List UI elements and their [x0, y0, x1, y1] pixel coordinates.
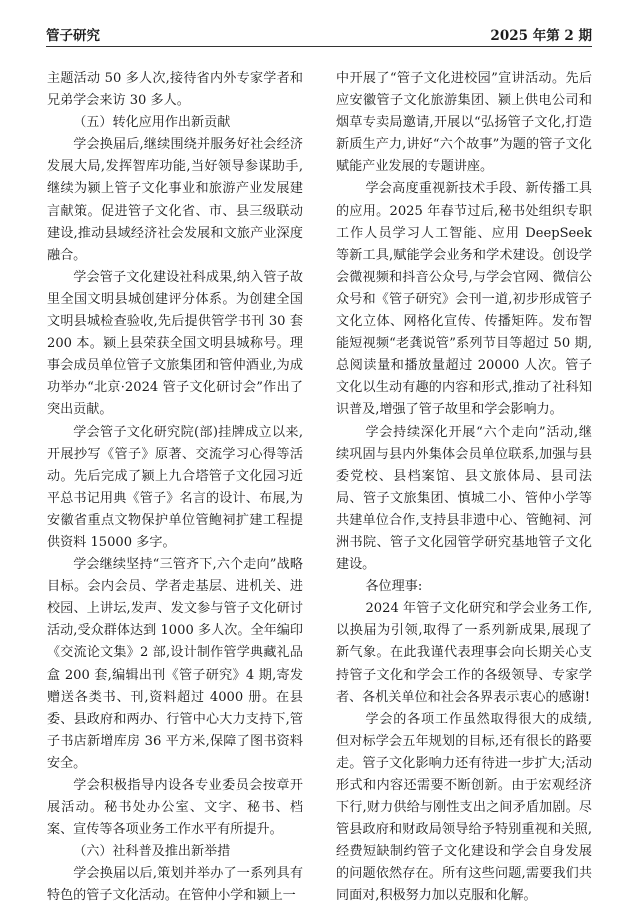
section-heading-5: （五）转化应用作出新贡献 [73, 115, 231, 131]
paragraph: 学会管子文化建设社科成果,纳入管子故里全国文明县城创建评分体系。为创建全国文明县城检查验收,先后提供管学书刊 30 套 200 本。颍上县荣获全国文明县城称号。理事会成员单位管子文旅集团和管仲酒业,为成功举办“北京·2024 管子文化研讨会”作出了突出贡献。 [47, 269, 303, 418]
paragraph: 学会继续坚持“三管齐下,六个走向”战略目标。会内会员、学者走基层、进机关、进校园、上讲坛,发声、发文参与管子文化研讨活动,受众群体达到 1000 多人次。全年编印《交流论文集》2 部,设计制作管学典藏礼品盒 200 套,编辑出刊《管子研究》4 期,寄发赠送各类书、刊,资料超过 4000 册。在县委、县政府和两办、行管中心大力支持下,管子书店新增库房 36 平方米,保障了图书资料安全。 [47, 557, 303, 771]
page-header [46, 12, 592, 47]
right-column [336, 68, 592, 908]
journal-title: 管子研究 [46, 28, 100, 44]
paragraph: 学会管子文化研究院(部)挂牌成立以来,开展抄写《管子》原著、交流学习心得等活动。先后完成了颍上九合塔管子文化园习近平总书记用典《管子》名言的设计、布展,为安徽省重点文物保护单位管鲍祠扩建工程提供资料 15000 多字。 [47, 424, 303, 550]
paragraph: 学会换届后,继续围绕并服务好社会经济发展大局,发挥智库功能,当好领导参谋助手,继续为颍上管子文化事业和旅游产业发展建言献策。促进管子文化省、市、县三级联动建设,推动县域经济社会发展和文旅产业深度融合。 [47, 137, 303, 263]
paragraph: 学会持续深化开展“六个走向”活动,继续巩固与县内外集体会员单位联系,加强与县委党校、县档案馆、县文旅体局、县司法局、管子文旅集团、慎城二小、管仲小学等共建单位合作,支持县非遗中心、管鲍祠、河洲书院、管子文化园管学研究基地管子文化建设。 [336, 424, 592, 573]
paragraph: 学会高度重视新技术手段、新传播工具的应用。2025 年春节过后,秘书处组织专职工作人员学习人工智能、应用 DeepSeek 等新工具,赋能学会业务和学术建设。创设学会微视频和抖音公众号,与学会官网、微信公众号和《管子研究》会刊一道,初步形成管子文化立体、网格化宣传、传播矩阵。发布智能短视频“老龚说管”系列节目等超过 50 期,总阅读量和播放量超过 20000 人次。管子文化以生动有趣的内容和形式,推动了社科知识普及,增强了管子故里和学会影响力。 [336, 181, 592, 418]
issue-number: 2025 年第 2 期 [490, 28, 592, 44]
left-column [47, 68, 303, 908]
salutation: 各位理事: [365, 579, 423, 595]
paragraph: 学会积极指导内设各专业委员会按章开展活动。秘书处办公室、文字、秘书、档案、宣传等各项业务工作水平有所提升。 [47, 778, 303, 838]
section-heading-6: （六）社科普及推出新举措 [73, 844, 231, 860]
paragraph: 中开展了“管子文化进校园”宣讲活动。先后应安徽管子文化旅游集团、颍上供电公司和烟草专卖局邀请,开展以“弘扬管子文化,打造新质生产力,讲好“六个故事”为题的管子文化赋能产业发展的专题讲座。 [336, 71, 592, 175]
paragraph: 学会的各项工作虽然取得很大的成绩,但对标学会五年规划的目标,还有很长的路要走。管子文化影响力还有待进一步扩大;活动形式和内容还需要不断创新。由于宏观经济下行,财力供给与刚性支出之间矛盾加剧。尽管县政府和财政局领导给予特别重视和关照,经费短缺制约管子文化建设和学会自身发展的问题依然存在。所有这些问题,需要我们共同面对,积极努力加以克服和化解。 [336, 711, 592, 904]
paragraph: 2024 年管子文化研究和学会业务工作,以换届为引领,取得了一系列新成果,展现了新气象。在此我谨代表理事会向长期关心支持管子文化和学会工作的各级领导、专家学者、各机关单位和社会各界表示衷心的感谢! [336, 601, 592, 705]
paragraph: 学会换届以后,策划并举办了一系列具有特色的管子文化活动。在管仲小学和颍上一 [47, 866, 303, 904]
paragraph: 主题活动 50 多人次,接待省内外专家学者和兄弟学会来访 30 多人。 [47, 71, 303, 109]
